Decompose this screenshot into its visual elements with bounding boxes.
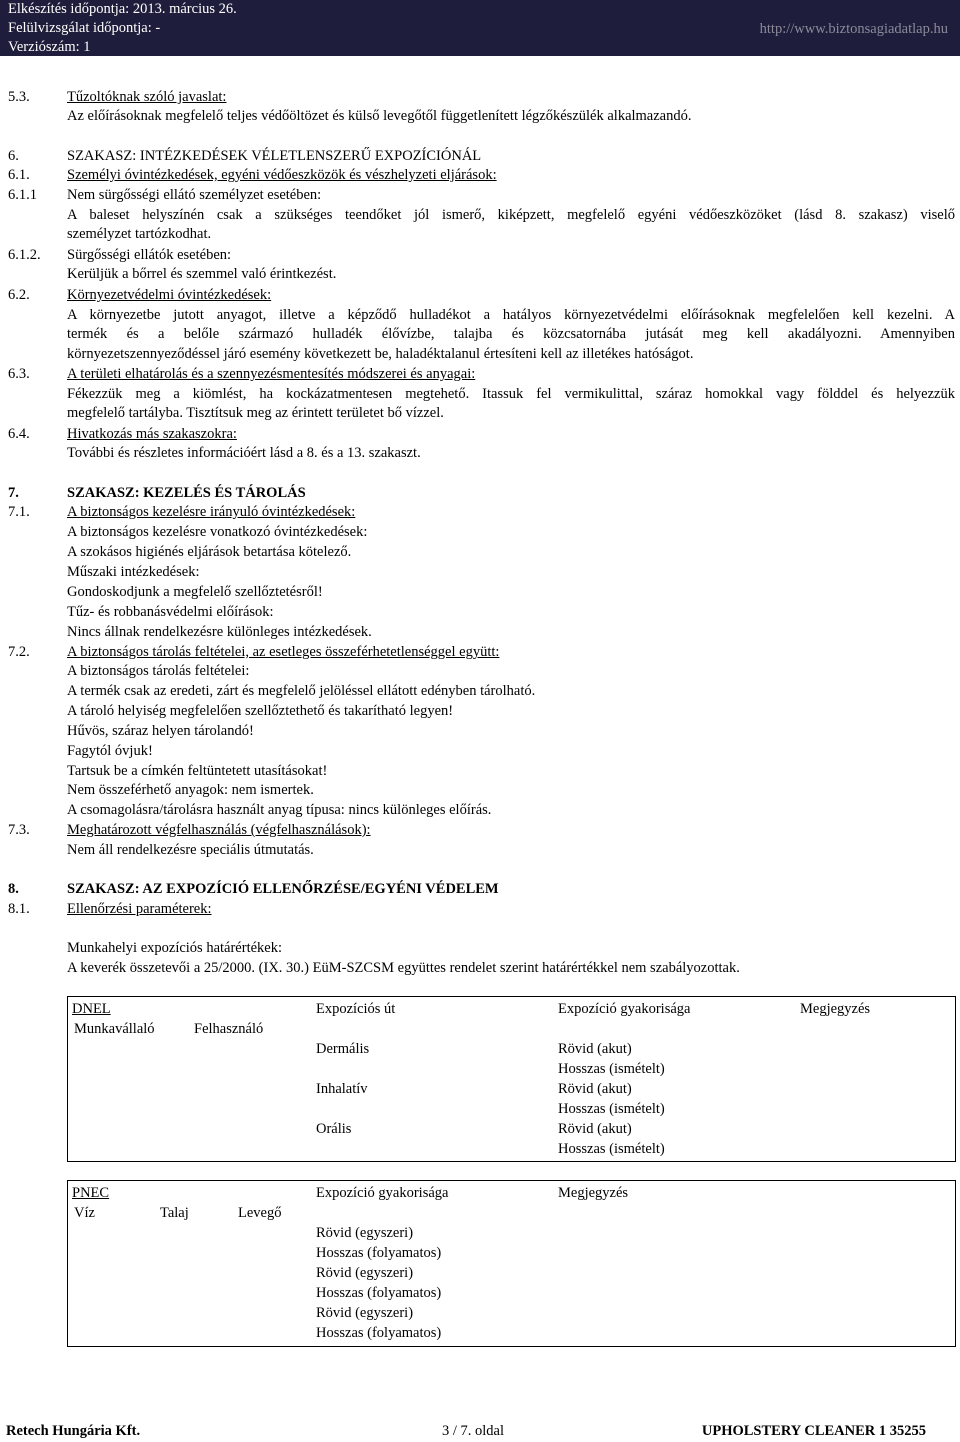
paragraph: személyzet tartózkodhat. [67,226,212,242]
website-link[interactable]: http://www.biztonsagiadatlap.hu [759,21,948,37]
section-title: Környezetvédelmi óvintézkedések: [67,287,272,303]
paragraph: A keverék összetevői a 25/2000. (IX. 30.) EüM-SZCSM együttes rendelet szerint határértékkel nem szabályozottak. [67,960,740,976]
paragraph: Munkahelyi expozíciós határértékek: [67,940,283,956]
table-subheader: Munkavállaló [74,1021,155,1037]
table-cell: Hosszas (folyamatos) [316,1325,442,1341]
table-cell: Rövid (akut) [558,1041,632,1057]
section-number: 8.1. [8,901,30,917]
table-header: DNEL [72,1001,111,1017]
table-cell: Rövid (akut) [558,1081,632,1097]
paragraph: megfelelő tartályba. Tisztítsuk meg az érintett területet bő vízzel. [67,405,444,421]
section-title: Hivatkozás más szakaszokra: [67,426,237,442]
paragraph: További és részletes információért lásd a 8. és a 13. szakaszt. [67,445,421,461]
paragraph: Kerüljük a bőrrel és szemmel való érintkezést. [67,266,337,282]
table-cell: Rövid (egyszeri) [316,1225,414,1241]
created-date: Elkészítés időpontja: 2013. március 26. [8,1,237,17]
list-item: A termék csak az eredeti, zárt és megfelelő jelöléssel ellátott edényben tárolható. [67,683,536,699]
paragraph: Az előírásoknak megfelelő teljes védőöltözet és külső levegőtől függetlenített légzőkészülék alkalmazandó. [67,108,692,124]
table-subheader: Talaj [160,1205,189,1221]
section-title: Ellenőrzési paraméterek: [67,901,212,917]
paragraph: A baleset helyszínén csak a szükséges teendőket jól ismerő, kiképzett, megfelelő egyéni védőeszközöket (lásd 8. szakasz) viselő [67,207,955,223]
table-header: Expozíciós út [316,1001,396,1017]
section-title: Meghatározott végfelhasználás (végfelhasználások): [67,822,371,838]
paragraph: termék és a belőle származó hulladék élővízbe, talajba és közcsatornába jutását meg kell akadályozni. Amennyiben [67,326,955,342]
list-item: Hűvös, száraz helyen tárolandó! [67,723,254,739]
table-cell: Hosszas (ismételt) [558,1141,665,1157]
table-header: Megjegyzés [800,1001,871,1017]
section-title: Személyi óvintézkedések, egyéni védőeszközök és vészhelyzeti eljárások: [67,167,497,183]
section-heading: SZAKASZ: KEZELÉS ÉS TÁROLÁS [67,485,306,501]
section-number: 6.1.1 [8,187,37,203]
section-title: Sürgősségi ellátók esetében: [67,247,232,263]
section-number: 7.1. [8,504,30,520]
table-cell: Hosszas (folyamatos) [316,1245,442,1261]
section-title: A biztonságos kezelésre irányuló óvintézkedések: [67,504,356,520]
list-item: Nincs állnak rendelkezésre különleges intézkedések. [67,624,372,640]
section-number: 6.1.2. [8,247,41,263]
table-cell: Hosszas (ismételt) [558,1061,665,1077]
section-number: 6.1. [8,167,30,183]
table-subheader: Felhasználó [194,1021,264,1037]
list-item: Nem összeférhető anyagok: nem ismertek. [67,782,314,798]
table-cell: Hosszas (ismételt) [558,1101,665,1117]
section-number: 7. [8,485,19,501]
section-title: Tűzoltóknak szóló javaslat: [67,89,227,105]
section-heading: SZAKASZ: AZ EXPOZÍCIÓ ELLENŐRZÉSE/EGYÉNI VÉDELEM [67,881,499,897]
table-cell: Hosszas (folyamatos) [316,1285,442,1301]
dnel-table [67,996,956,1162]
list-item: Fagytól óvjuk! [67,743,153,759]
table-header: Expozíció gyakorisága [316,1185,449,1201]
table-header: Expozíció gyakorisága [558,1001,691,1017]
section-number: 5.3. [8,89,30,105]
table-cell: Rövid (egyszeri) [316,1305,414,1321]
paragraph: környezetszennyeződéssel járó esemény következett be, haladéktalanul értesíteni kell az illetékes hatóságot. [67,346,694,362]
list-item: A szokásos higiénés eljárások betartása kötelező. [67,544,352,560]
table-cell: Inhalatív [316,1081,368,1097]
table-header: Megjegyzés [558,1185,629,1201]
footer-company: Retech Hungária Kft. [6,1423,141,1439]
table-subheader: Víz [74,1205,95,1221]
table-subheader: Levegő [238,1205,282,1221]
list-item: A tároló helyiség megfelelően szellőztethető és takarítható legyen! [67,703,454,719]
list-item: Gondoskodjunk a megfelelő szellőztetésről! [67,584,323,600]
section-title: A területi elhatárolás és a szennyezésmentesítés módszerei és anyagai: [67,366,476,382]
paragraph: A környezetbe jutott anyagot, illetve a képződő hulladékot a hatályos környezetvédelmi előírásoknak megfelelően kell kezelni. A [67,307,955,323]
section-number: 7.3. [8,822,30,838]
list-item: A biztonságos tárolás feltételei: [67,663,250,679]
table-cell: Dermális [316,1041,370,1057]
section-number: 6.4. [8,426,30,442]
section-number: 6. [8,148,19,164]
table-cell: Orális [316,1121,352,1137]
paragraph: Fékezzük meg a kiömlést, ha kockázatmentesen megtehető. Itassuk fel vermikulittal, száraz homokkal vagy földdel és helyezzük [67,386,955,402]
footer-product: UPHOLSTERY CLEANER 1 35255 [701,1423,926,1439]
table-cell: Rövid (egyszeri) [316,1265,414,1281]
section-number: 7.2. [8,644,30,660]
list-item: A biztonságos kezelésre vonatkozó óvintézkedések: [67,524,368,540]
list-item: A csomagolásra/tárolásra használt anyag típusa: nincs különleges előírás. [67,802,492,818]
version: Verziószám: 1 [8,39,91,55]
list-item: Tűz- és robbanásvédelmi előírások: [67,604,274,620]
list-item: Műszaki intézkedések: [67,564,200,580]
table-header: PNEC [72,1185,110,1201]
section-number: 6.3. [8,366,30,382]
section-heading: SZAKASZ: INTÉZKEDÉSEK VÉLETLENSZERŰ EXPOZÍCIÓNÁL [67,148,482,164]
footer-page-number: 3 / 7. oldal [442,1423,505,1439]
list-item: Tartsuk be a címkén feltüntetett utasításokat! [67,763,328,779]
paragraph: Nem áll rendelkezésre speciális útmutatás. [67,842,314,858]
page-header [0,0,960,56]
review-date: Felülvizsgálat időpontja: - [8,20,161,36]
section-number: 8. [8,881,19,897]
section-number: 6.2. [8,287,30,303]
pnec-table [67,1180,956,1347]
section-title: Nem sürgősségi ellátó személyzet esetében: [67,187,322,203]
table-cell: Rövid (akut) [558,1121,632,1137]
section-title: A biztonságos tárolás feltételei, az esetleges összeférhetetlenséggel együtt: [67,644,500,660]
